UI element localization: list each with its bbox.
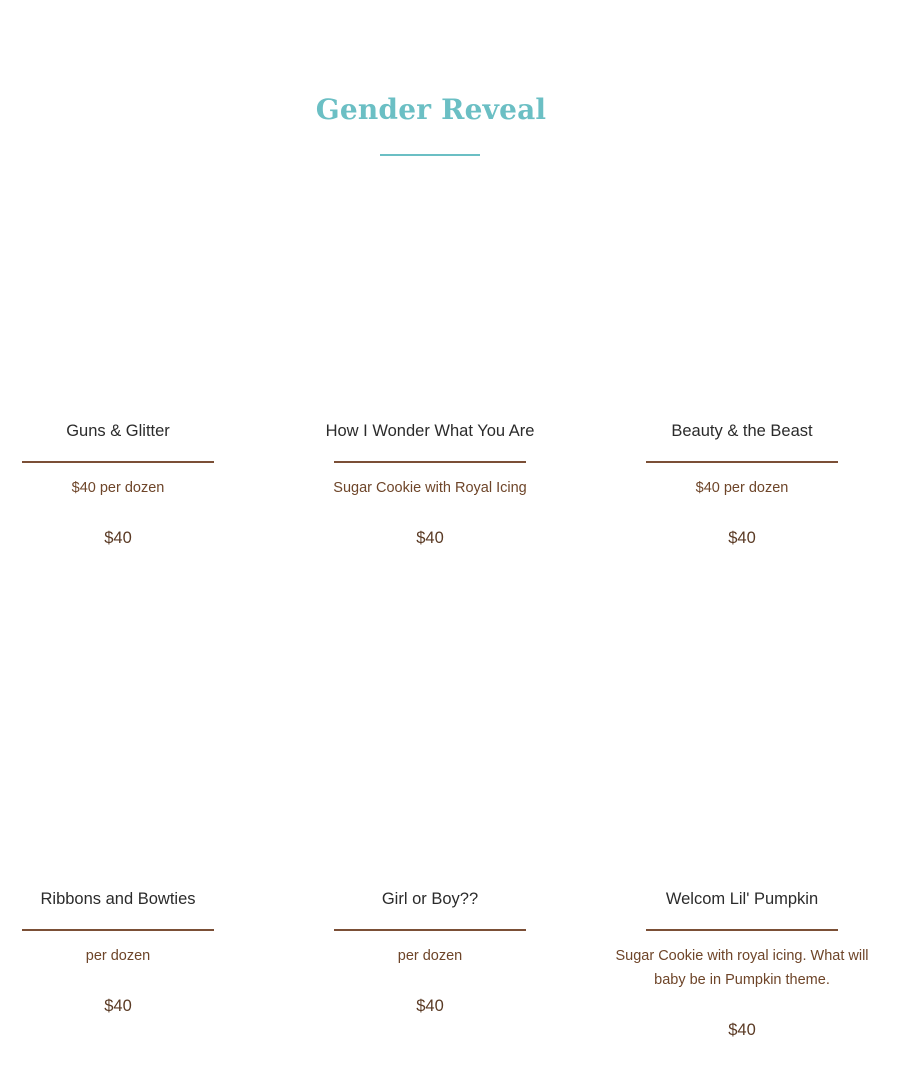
product-image[interactable] bbox=[299, 200, 561, 400]
product-image[interactable] bbox=[0, 200, 249, 400]
product-card[interactable] bbox=[0, 200, 249, 560]
page-title: Gender Reveal bbox=[315, 93, 547, 126]
product-image[interactable] bbox=[299, 668, 561, 868]
product-image[interactable] bbox=[0, 668, 249, 868]
product-card[interactable] bbox=[611, 200, 873, 560]
product-image[interactable] bbox=[611, 200, 873, 400]
product-name[interactable]: Guns & Glitter bbox=[66, 422, 170, 440]
product-divider bbox=[646, 461, 838, 463]
product-card[interactable] bbox=[611, 668, 873, 1048]
product-description: per dozen bbox=[85, 948, 151, 964]
product-description: $40 per dozen bbox=[695, 480, 789, 496]
product-description: Sugar Cookie with Royal Icing bbox=[333, 480, 527, 496]
product-price: $40 bbox=[416, 529, 444, 547]
product-name[interactable]: Beauty & the Beast bbox=[671, 422, 813, 440]
product-description: Sugar Cookie with royal icing. What will baby be in Pumpkin theme. bbox=[615, 948, 869, 988]
product-card[interactable] bbox=[299, 200, 561, 560]
product-name[interactable]: Girl or Boy?? bbox=[381, 890, 479, 908]
product-divider bbox=[22, 929, 214, 931]
product-card[interactable] bbox=[0, 668, 249, 1048]
product-image[interactable] bbox=[611, 668, 873, 868]
product-price: $40 bbox=[728, 529, 756, 547]
product-divider bbox=[646, 929, 838, 931]
product-description: $40 per dozen bbox=[71, 480, 165, 496]
title-divider bbox=[380, 154, 480, 156]
product-price: $40 bbox=[104, 529, 132, 547]
product-description: per dozen bbox=[397, 948, 463, 964]
product-price: $40 bbox=[728, 1021, 756, 1039]
product-divider bbox=[22, 461, 214, 463]
product-name[interactable]: How I Wonder What You Are bbox=[325, 422, 535, 440]
product-divider bbox=[334, 461, 526, 463]
product-price: $40 bbox=[416, 997, 444, 1015]
product-name[interactable]: Welcom Lil' Pumpkin bbox=[665, 890, 819, 908]
product-divider bbox=[334, 929, 526, 931]
product-name[interactable]: Ribbons and Bowties bbox=[40, 890, 196, 908]
product-price: $40 bbox=[104, 997, 132, 1015]
product-card[interactable] bbox=[299, 668, 561, 1048]
